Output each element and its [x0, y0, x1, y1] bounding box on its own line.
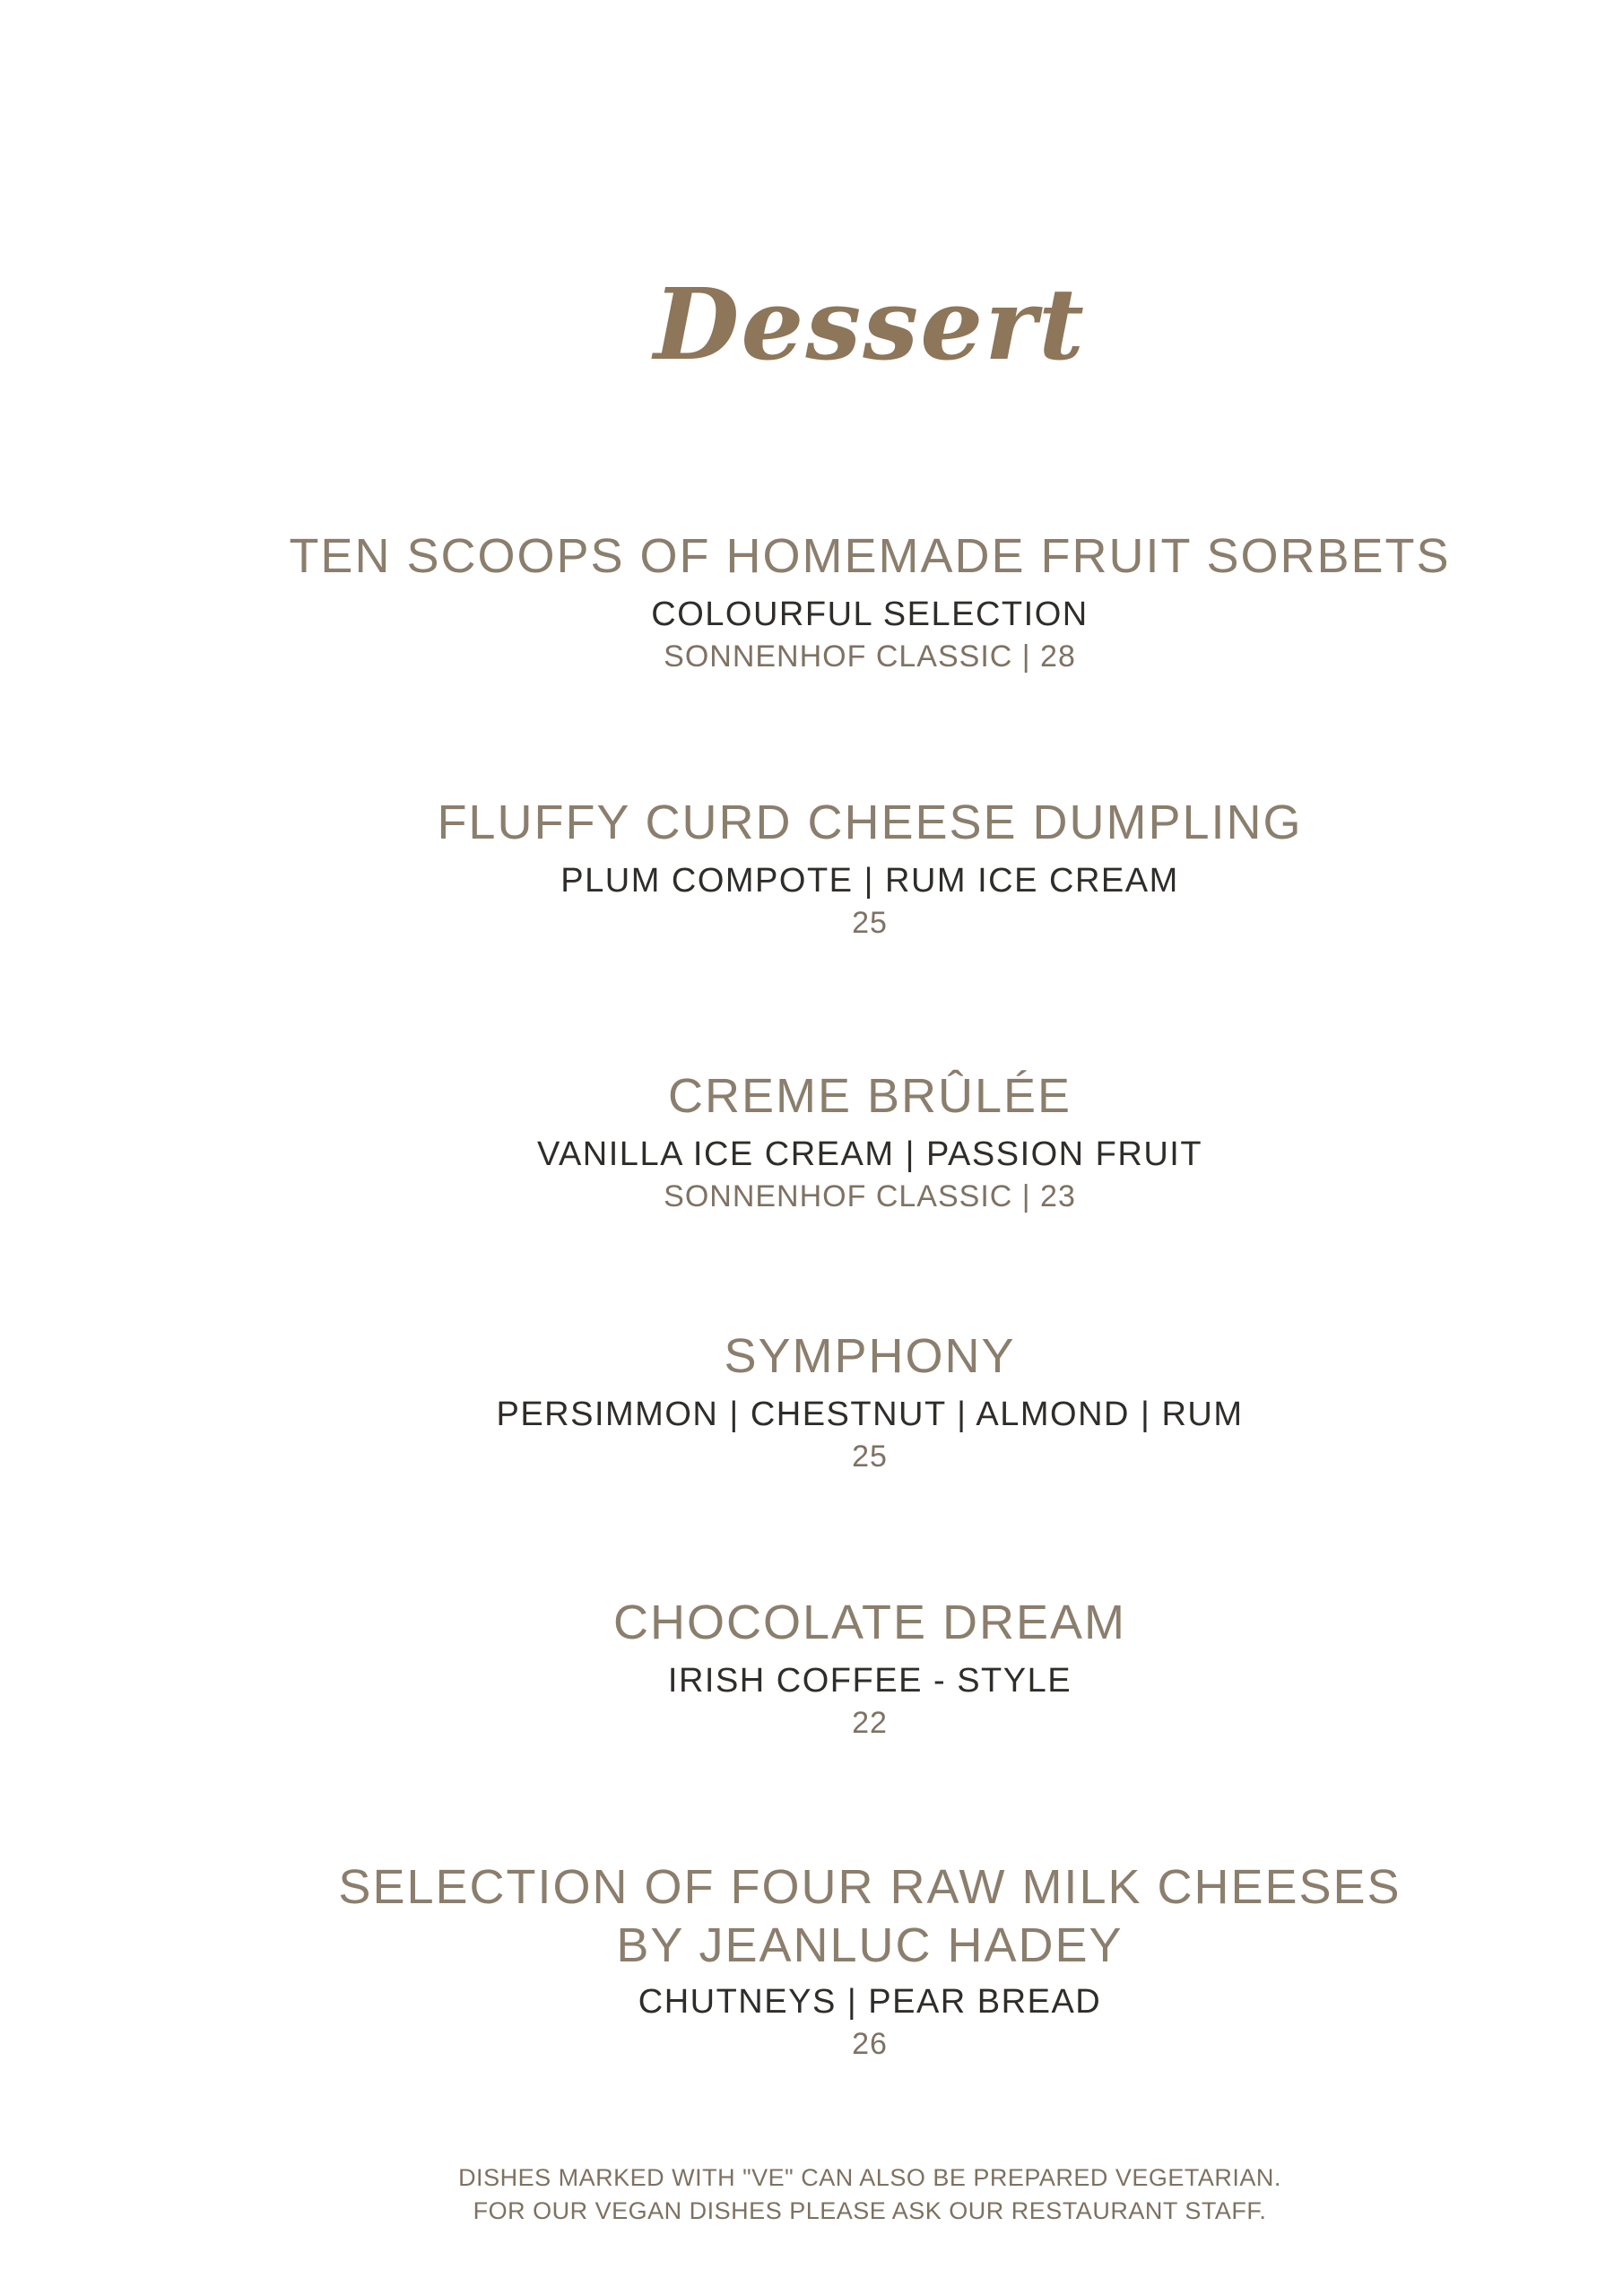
- item-name: CHOCOLATE DREAM: [612, 1596, 1127, 1649]
- menu-item-symphony: [117, 1327, 1623, 1475]
- menu-title: Dessert: [654, 266, 1086, 382]
- item-description: PERSIMMON | CHESTNUT | ALMOND | RUM: [496, 1395, 1244, 1433]
- item-price: SONNENHOF CLASSIC | 23: [664, 1179, 1076, 1214]
- item-description: CHUTNEYS | PEAR BREAD: [638, 1982, 1102, 2021]
- item-name: [117, 1858, 1623, 1975]
- item-name: FLUFFY CURD CHEESE DUMPLING: [437, 796, 1303, 849]
- item-name-line2: BY JEANLUC HADEY: [616, 1918, 1124, 1972]
- item-description: PLUM COMPOTE | RUM ICE CREAM: [560, 861, 1179, 900]
- item-name: SYMPHONY: [724, 1329, 1016, 1383]
- item-description: IRISH COFFEE - STYLE: [667, 1661, 1072, 1700]
- item-description: VANILLA ICE CREAM | PASSION FRUIT: [536, 1135, 1203, 1173]
- menu-item-cheese-selection: [117, 1858, 1623, 2063]
- footer-note-line1: DISHES MARKED WITH "VE" CAN ALSO BE PREPARED VEGETARIAN.: [458, 2164, 1281, 2191]
- item-name: TEN SCOOPS OF HOMEMADE FRUIT SORBETS: [289, 529, 1451, 583]
- menu-item-sorbets: [117, 527, 1623, 675]
- item-price: 25: [852, 906, 888, 941]
- menu-header: [117, 265, 1623, 384]
- menu-item-creme-brulee: [117, 1067, 1623, 1215]
- item-description: COLOURFUL SELECTION: [651, 595, 1089, 633]
- footer-note-line2: FOR OUR VEGAN DISHES PLEASE ASK OUR RESTAURANT STAFF.: [473, 2197, 1267, 2224]
- item-price: 22: [852, 1706, 888, 1741]
- item-name-line1: SELECTION OF FOUR RAW MILK CHEESES: [338, 1860, 1402, 1914]
- menu-item-chocolate-dream: [117, 1594, 1623, 1742]
- menu-item-dumpling: [117, 794, 1623, 942]
- item-price: 25: [852, 1439, 888, 1474]
- item-price: SONNENHOF CLASSIC | 28: [664, 639, 1076, 674]
- item-price: 26: [852, 2027, 888, 2062]
- item-name: CREME BRÛLÉE: [667, 1069, 1072, 1123]
- footer-note: [117, 2161, 1623, 2228]
